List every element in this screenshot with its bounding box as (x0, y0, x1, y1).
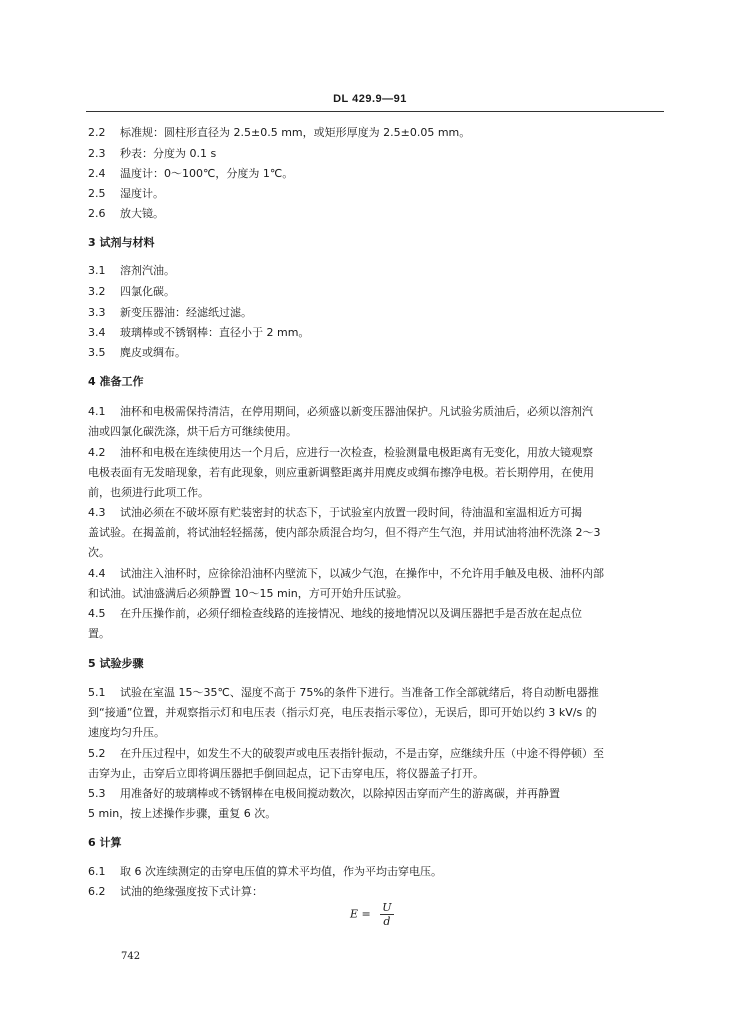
page-header: DL 429.9—91 (333, 93, 407, 105)
clause-text: 放大镜。 (120, 207, 164, 220)
clause-number: 3.5 (88, 346, 106, 359)
clause-4-4-line-1 (88, 566, 658, 582)
clause-number: 2.6 (88, 207, 106, 220)
header-rule (86, 111, 664, 112)
clause-text: 新变压器油：经滤纸过滤。 (120, 306, 252, 319)
clause-text: 秒表：分度为 0.1 s (120, 147, 217, 160)
clause-text: 溶剂汽油。 (120, 264, 175, 277)
clause-text: 麂皮或绸布。 (120, 346, 186, 359)
clause-4-1-line-2: 油或四氯化碳洗涤，烘干后方可继续使用。 (88, 425, 297, 438)
clause-number: 3.4 (88, 326, 106, 339)
clause-number: 3.1 (88, 264, 106, 277)
clause-text: 试油的绝缘强度按下式计算： (120, 885, 263, 898)
clause-6-1 (88, 864, 658, 880)
clause-text: 在升压操作前，必须仔细检查线路的连接情况、地线的接地情况以及调压器把手是否放在起点位 (120, 607, 582, 620)
clause-5-3-line-1 (88, 786, 658, 802)
clause-number: 4.1 (88, 405, 106, 418)
clause-number: 3.2 (88, 285, 106, 298)
clause-4-3-line-1 (88, 505, 658, 521)
clause-number: 2.2 (88, 126, 106, 139)
clause-4-5-line-1 (88, 606, 658, 622)
clause-4-3-line-2: 盖试验。在揭盖前，将试油轻轻摇荡，使内部杂质混合均匀，但不得产生气泡，并用试油将油杯洗涤 2～3 (88, 526, 601, 539)
clause-3-5 (88, 345, 658, 361)
clause-3-1 (88, 263, 658, 279)
clause-2-3 (88, 146, 658, 162)
section-heading-4: 4 准备工作 (88, 375, 144, 388)
clause-text: 油杯和电极需保持清洁，在停用期间，必须盛以新变压器油保护。凡试验劣质油后，必须以溶剂汽 (120, 405, 593, 418)
clause-number: 2.3 (88, 147, 106, 160)
clause-text: 取 6 次连续测定的击穿电压值的算术平均值，作为平均击穿电压。 (120, 865, 442, 878)
clause-2-4 (88, 166, 658, 182)
clause-3-3 (88, 305, 658, 321)
clause-3-4 (88, 325, 658, 341)
clause-4-2-line-2: 电极表面有无发暗现象，若有此现象，则应重新调整距离并用麂皮或绸布擦净电极。若长期停用，在使用 (88, 466, 594, 479)
clause-number: 2.4 (88, 167, 106, 180)
clause-text: 在升压过程中，如发生不大的破裂声或电压表指针振动，不是击穿，应继续升压（中途不得停顿）至 (120, 747, 604, 760)
clause-number: 5.2 (88, 747, 106, 760)
clause-4-2-line-3: 前，也须进行此项工作。 (88, 486, 209, 499)
clause-text: 用准备好的玻璃棒或不锈钢棒在电极间搅动数次，以除掉因击穿而产生的游离碳，并再静置 (120, 787, 560, 800)
clause-number: 4.5 (88, 607, 106, 620)
clause-6-2 (88, 884, 658, 900)
clause-text: 四氯化碳。 (120, 285, 175, 298)
clause-text: 试油注入油杯时，应徐徐沿油杯内壁流下，以减少气泡，在操作中，不允许用手触及电极、油杯内部 (120, 567, 604, 580)
clause-text: 湿度计。 (120, 187, 164, 200)
clause-text: 玻璃棒或不锈钢棒：直径小于 2 mm。 (120, 326, 310, 339)
clause-2-6 (88, 206, 658, 222)
clause-5-2-line-1 (88, 746, 658, 762)
clause-number: 6.1 (88, 865, 106, 878)
clause-text: 试验在室温 15～35℃、湿度不高于 75%的条件下进行。当准备工作全部就绪后，将自动断电器推 (120, 686, 599, 699)
formula-numerator: U (382, 901, 392, 914)
clause-text: 温度计：0～100℃，分度为 1℃。 (120, 167, 294, 180)
clause-2-2 (88, 125, 658, 141)
clause-5-3-line-2: 5 min，按上述操作步骤，重复 6 次。 (88, 807, 277, 820)
clause-3-2 (88, 284, 658, 300)
clause-text: 标准规：圆柱形直径为 2.5±0.5 mm，或矩形厚度为 2.5±0.05 mm。 (120, 126, 471, 139)
clause-number: 6.2 (88, 885, 106, 898)
clause-5-2-line-2: 击穿为止，击穿后立即将调压器把手倒回起点，记下击穿电压，将仪器盖子打开。 (88, 767, 484, 780)
formula-fraction (380, 901, 393, 928)
clause-number: 2.5 (88, 187, 106, 200)
section-heading-3: 3 试剂与材料 (88, 236, 155, 249)
clause-5-1-line-2: 到“接通”位置，并观察指示灯和电压表（指示灯亮，电压表指示零位），无误后，即可开始以约 3 kV/s 的 (88, 706, 597, 719)
clause-2-5 (88, 186, 658, 202)
clause-text: 油杯和电极在连续使用达一个月后，应进行一次检查，检验测量电极距离有无变化，用放大镜观察 (120, 446, 593, 459)
clause-5-1-line-1 (88, 685, 658, 701)
formula-denominator: d (383, 915, 391, 928)
clause-number: 5.1 (88, 686, 106, 699)
clause-text: 试油必须在不破坏原有贮装密封的状态下，于试验室内放置一段时间，待油温和室温相近方可揭 (120, 506, 582, 519)
formula (350, 901, 394, 928)
clause-4-2-line-1 (88, 445, 658, 461)
clause-number: 3.3 (88, 306, 106, 319)
clause-4-5-line-2: 置。 (88, 627, 110, 640)
clause-4-1-line-1 (88, 404, 658, 420)
clause-4-4-line-2: 和试油。试油盛满后必须静置 10～15 min，方可开始升压试验。 (88, 587, 408, 600)
clause-number: 5.3 (88, 787, 106, 800)
clause-5-1-line-3: 速度均匀升压。 (88, 726, 165, 739)
clause-number: 4.2 (88, 446, 106, 459)
clause-number: 4.3 (88, 506, 106, 519)
section-heading-6: 6 计算 (88, 836, 122, 849)
page-number: 742 (121, 951, 141, 962)
formula-lhs: E = (350, 907, 371, 921)
clause-4-3-line-3: 次。 (88, 546, 110, 559)
clause-number: 4.4 (88, 567, 106, 580)
section-heading-5: 5 试验步骤 (88, 657, 144, 670)
